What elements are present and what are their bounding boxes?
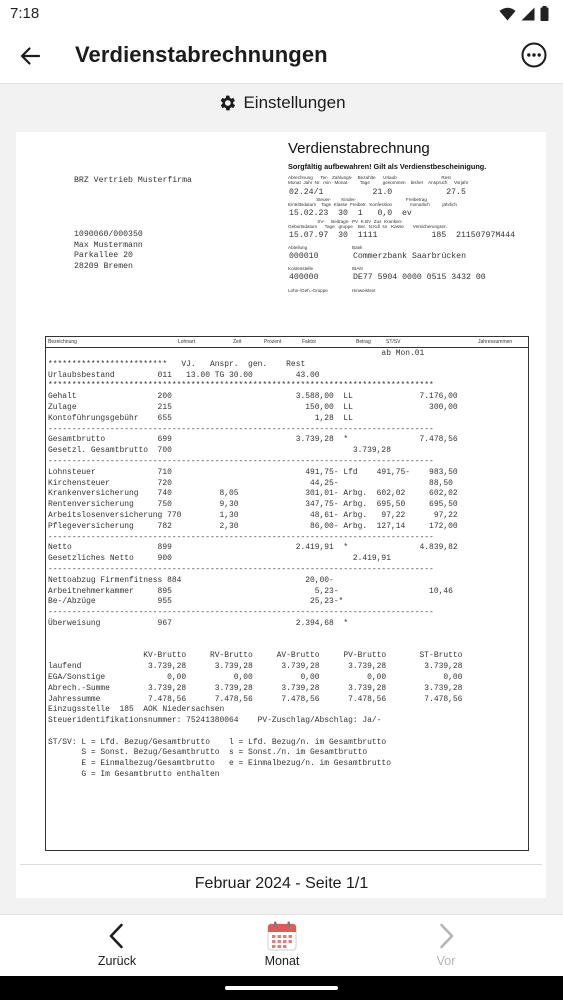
page-divider: [20, 864, 542, 865]
table-line: ---------------------------------------------------------------------------------: [48, 424, 434, 434]
calendar-icon: [267, 921, 297, 951]
col-betrag: Betrag: [356, 339, 371, 345]
table-line: ---------------------------------------------------------------------------------: [48, 564, 434, 574]
bank-value: Commerzbank Saarbrücken: [353, 252, 467, 261]
table-line: Überweisung 967 2.394,68 *: [48, 618, 349, 628]
chevron-right-icon: [431, 921, 461, 951]
table-body: [48, 349, 462, 781]
table-line: Kirchensteuer 720 44,25- 88,50: [48, 478, 453, 488]
table-line: KV-Brutto RV-Brutto AV-Brutto PV-Brutto ST-Brutto: [48, 651, 463, 661]
gear-icon: [217, 93, 237, 113]
table-line: Nettoabzug Firmenfitness 884 20,00-: [48, 575, 334, 585]
document-viewer[interactable]: [0, 84, 563, 914]
chevron-left-icon: [102, 921, 132, 951]
table-line: Steueridentifikationsnummer: 75241380064 PV-Zuschlag/Abschlag: Ja/-: [48, 716, 382, 726]
col-lohnart: Lohnart: [178, 339, 195, 345]
row2-values: 15.02.23 30 1 0,0 ev: [289, 209, 412, 218]
nav-back-button[interactable]: [57, 915, 177, 977]
hinweis-label: Hinweistext: [352, 288, 376, 293]
status-time: 7:18: [10, 5, 40, 22]
nav-month-label: Monat: [264, 954, 300, 968]
system-gesture-area: [0, 976, 563, 1000]
table-line: ---------------------------------------------------------------------------------: [48, 608, 434, 618]
row1-labels: Abrechnung Ter- Zahlungs- Bezahlte Urlaub Rest Monat Jahr Nr. min Monat Tage genommen bisher Anspruch Vorjahr: [288, 175, 469, 185]
col-zeit: Zeit: [233, 339, 242, 345]
nav-month-button[interactable]: [222, 915, 342, 977]
col-faktor: Faktor: [302, 339, 317, 345]
employee-street: Parkallee 20: [74, 251, 133, 260]
settings-button[interactable]: [0, 88, 563, 118]
table-line: Einzugsstelle 185 AOK Niedersachsen: [48, 705, 225, 715]
table-line: [48, 641, 462, 652]
table-line: E = Einmalbezug/Gesamtbrutto e = Einmalbezug/n. im Gesamtbrutto: [48, 759, 391, 769]
employee-id: 1090060/000350: [74, 230, 143, 239]
back-button[interactable]: [12, 38, 48, 74]
nav-next-label: Vor: [436, 954, 456, 968]
iban-value: DE77 5904 0000 0515 3432 00: [353, 273, 486, 282]
page-indicator: Februar 2024 - Seite 1/1: [194, 875, 369, 892]
employer-address: BRZ Vertrieb Musterfirma: [74, 176, 192, 185]
row3-values: 15.07.97 30 1111 185 21150797M444: [289, 231, 516, 240]
table-line: ************************* VJ. Anspr. gen. Rest: [48, 359, 306, 369]
kostenstelle-label: Kostenstelle: [288, 266, 314, 271]
table-line: ST/SV: L = Lfd. Bezug/Gesamtbrutto l = Lfd. Bezug/n. im Gesamtbrutto: [48, 737, 387, 747]
wifi-icon: [499, 7, 516, 21]
document-subtitle: Sorgfältig aufbewahren! Gilt als Verdienstbescheinigung.: [288, 162, 487, 171]
table-line: Rentenversicherung 750 9,30 347,75- Arbg. 695,50 695,50: [48, 500, 458, 510]
employee-name: Max Mustermann: [74, 240, 143, 250]
col-prozent: Prozent: [264, 339, 282, 345]
table-line: Gesetzl. Gesamtbrutto 700 3.739,28: [48, 446, 391, 456]
table-line: Arbeitslosenversicherung 770 1,30 48,61- Arbg. 97,22 97,22: [48, 510, 458, 520]
bottom-navigation: [0, 914, 563, 976]
row3-labels: SV- Beitrags- PV K.BV Zus Kranken- Geburtsdatum Tage gruppe Ber. N.Kdl so Kasse Versicherungsnr.: [288, 219, 447, 229]
table-line: Gesamtbrutto 699 3.739,28 * 7.478,56: [48, 435, 458, 445]
arrow-left-icon: [20, 47, 40, 65]
table-line: Lohnsteuer 710 491,75- Lfd 491,75- 983,50: [48, 467, 458, 477]
table-header: [46, 337, 528, 348]
table-line: EGA/Sonstige 0,00 0,00 0,00 0,00 0,00: [48, 672, 463, 682]
table-line: [48, 630, 462, 641]
more-horizontal-icon: [519, 40, 549, 70]
status-icons: [499, 6, 549, 21]
table-line: laufend 3.739,28 3.739,28 3.739,28 3.739,28 3.739,28: [48, 662, 463, 672]
row1-values: 02.24/1 21.0 27.5: [289, 188, 466, 197]
table-line: S = Sonst. Bezug/Gesamtbrutto s = Sonst./n. im Gesamtbrutto: [48, 748, 368, 758]
abteilung-label: Abteilung: [288, 245, 308, 250]
table-line: Jahressumme 7.478,56 7.478,56 7.478,56 7.478,56 7.478,56: [48, 694, 463, 704]
nav-back-label: Zurück: [97, 954, 137, 968]
table-line: *********************************************************************************: [48, 381, 434, 391]
more-options-button[interactable]: [519, 40, 549, 70]
table-line: ---------------------------------------------------------------------------------: [48, 456, 434, 466]
table-line: Gesetzliches Netto 900 2.419,91: [48, 554, 391, 564]
table-line: [48, 727, 462, 738]
settings-label: Einstellungen: [243, 93, 346, 112]
table-line: Pflegeversicherung 782 2,30 86,00- Arbg. 127,14 172,00: [48, 521, 458, 531]
status-bar: [0, 0, 563, 28]
table-line: Be-/Abzüge 955 25,23-*: [48, 597, 344, 607]
col-jahressummen: Jahressummen: [478, 339, 513, 345]
document-title: Verdienstabrechnung: [288, 140, 430, 157]
table-line: ---------------------------------------------------------------------------------: [48, 532, 434, 542]
nav-next-button[interactable]: [386, 915, 506, 977]
table-line: Netto 899 2.419,91 * 4.839,82: [48, 543, 458, 553]
lohngruppe-label: Lohn-/Geh.-Gruppe: [288, 288, 328, 293]
home-gesture-handle[interactable]: [225, 986, 338, 990]
employee-city: 28209 Bremen: [74, 261, 133, 271]
table-line: ab Mon.01: [48, 349, 425, 358]
abteilung-value: 000010: [289, 252, 319, 261]
payslip-document: [16, 132, 546, 898]
payslip-table: [45, 336, 529, 851]
signal-icon: [521, 7, 535, 21]
page-title: Verdienstabrechnungen: [75, 42, 328, 67]
table-line: Gehalt 200 3.588,00 LL 7.176,00: [48, 392, 458, 402]
table-line: G = Im Gesamtbrutto enthalten: [48, 770, 220, 780]
table-line: Zulage 215 150,00 LL 300,00: [48, 402, 458, 412]
col-bezeichnung: Bezeichnung: [48, 339, 77, 345]
table-line: Krankenversicherung 740 8,05 301,01- Arbg. 602,02 602,02: [48, 489, 458, 499]
bank-label: Bank: [352, 245, 363, 250]
table-line: Arbeitnehmerkammer 895 5,23- 10,46: [48, 586, 453, 596]
iban-label: IBAN: [352, 266, 363, 271]
col-st-sv: ST/SV: [386, 339, 401, 345]
row2-labels: Steuer- Kinder- Freibetrag Eintrittsdatum Tage Klasse Freibetr. Konfession monatlich jährlich: [288, 197, 457, 207]
table-line: Abrech.-Summe 3.739,28 3.739,28 3.739,28 3.739,28 3.739,28: [48, 683, 463, 693]
battery-icon: [540, 6, 549, 21]
table-line: Kontoführungsgebühr 655 1,28 LL: [48, 413, 353, 423]
kostenstelle-value: 400000: [289, 273, 319, 282]
app-bar: [0, 28, 563, 84]
table-line: Urlaubsbestand 011 13.00 TG 30.00 43.00: [48, 370, 320, 380]
